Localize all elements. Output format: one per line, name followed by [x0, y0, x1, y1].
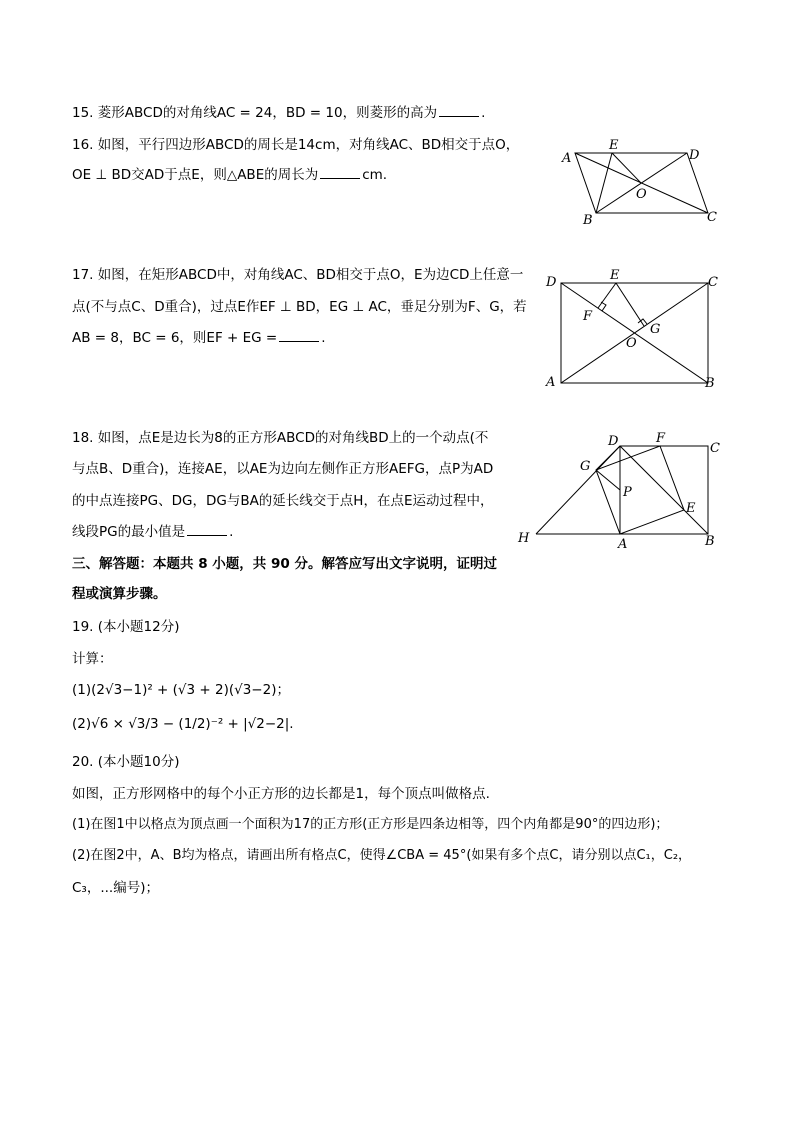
q19-title: 19. (本小题12分) — [72, 619, 180, 635]
segment-dg — [596, 446, 620, 470]
q19-intro: 计算： — [72, 651, 113, 667]
label-d: D — [608, 434, 619, 449]
label-o: O — [626, 336, 637, 351]
label-e: E — [686, 501, 696, 516]
section3-heading-line1: 三、解答题：本题共 8 小题，共 90 分。解答应写出文字说明，证明过 — [72, 556, 497, 572]
q18-line3: 的中点连接PG、DG，DG与BA的延长线交于点H，在点E运动过程中， — [72, 493, 494, 509]
label-a: A — [618, 537, 628, 552]
square-aefg — [596, 446, 684, 534]
label-f: F — [583, 309, 593, 324]
q20-part2: (2)在图2中，A、B均为格点，请画出所有格点C，使得∠CBA = 45°(如果有多个点C，请分别以点C₁，C₂， — [72, 848, 692, 863]
label-g: G — [580, 459, 591, 474]
label-f: F — [656, 431, 666, 446]
q17-answer-blank — [279, 329, 319, 342]
q17-line1: 17. 如图，在矩形ABCD中，对角线AC、BD相交于点O，E为边CD上任意一 — [72, 267, 524, 283]
q15-end: . — [481, 105, 486, 121]
q16-answer-blank — [320, 166, 360, 179]
q17-text: AB = 8，BC = 6，则EF + EG = — [72, 330, 278, 346]
label-d: D — [689, 148, 700, 163]
q18-square-figure — [510, 428, 730, 550]
q18-answer-blank — [187, 523, 227, 536]
segment-ef — [598, 283, 616, 308]
q20-title: 20. (本小题10分) — [72, 754, 180, 770]
label-a: A — [562, 151, 572, 166]
label-o: O — [636, 187, 647, 202]
q15-text: 15. 菱形ABCD的对角线AC = 24，BD = 10，则菱形的高为 — [72, 105, 438, 121]
q19-part1: (1)(2√3−1)² + (√3 + 2)(√3−2)； — [72, 682, 290, 698]
q19-part2: (2)√6 × √3/3 − (1/2)⁻² + |√2−2|. — [72, 716, 294, 732]
q15-line — [72, 103, 485, 123]
q16-unit: cm. — [362, 167, 388, 183]
q18-text: 线段PG的最小值是 — [72, 524, 186, 540]
q16-parallelogram-figure — [555, 135, 735, 230]
q17-line3 — [72, 328, 326, 348]
q18-line2: 与点B、D重合)，连接AE，以AE为边向左侧作正方形AEFG，点P为AD — [72, 461, 494, 477]
segment-eg — [616, 283, 644, 326]
label-p: P — [623, 485, 632, 500]
q16-line2 — [72, 165, 387, 185]
label-h: H — [518, 531, 530, 546]
label-c: C — [707, 210, 717, 225]
label-c: C — [708, 275, 718, 290]
q20-part1: (1)在图1中以格点为顶点画一个面积为17的正方形(正方形是四条边相等，四个内角都是90°的四边形)； — [72, 817, 669, 832]
q18-end: . — [229, 524, 234, 540]
segment-oe — [612, 153, 641, 183]
label-b: B — [705, 534, 715, 549]
label-a: A — [546, 375, 556, 390]
label-b: B — [583, 213, 593, 228]
q17-end: . — [321, 330, 326, 346]
label-d: D — [546, 275, 557, 290]
label-e: E — [610, 268, 620, 283]
diagonal-bd — [620, 446, 708, 534]
label-c: C — [710, 441, 720, 456]
label-e: E — [609, 138, 619, 153]
q17-rectangle-figure — [540, 265, 725, 395]
section3-heading-line2: 程或演算步骤。 — [72, 586, 167, 602]
label-b: B — [705, 376, 715, 391]
q20-part3: C₃，...编号)； — [72, 880, 159, 896]
q18-line4 — [72, 522, 233, 542]
q17-line2: 点(不与点C、D重合)，过点E作EF ⊥ BD，EG ⊥ AC，垂足分别为F、G，若 — [72, 299, 527, 315]
q15-answer-blank — [439, 104, 479, 117]
q16-line1: 16. 如图，平行四边形ABCD的周长是14cm，对角线AC、BD相交于点O， — [72, 137, 520, 153]
q20-intro: 如图，正方形网格中的每个小正方形的边长都是1，每个顶点叫做格点. — [72, 786, 490, 802]
q18-line1: 18. 如图，点E是边长为8的正方形ABCD的对角线BD上的一个动点(不 — [72, 430, 489, 446]
q16-text: OE ⊥ BD交AD于点E，则△ABE的周长为 — [72, 167, 319, 183]
label-g: G — [650, 322, 661, 337]
